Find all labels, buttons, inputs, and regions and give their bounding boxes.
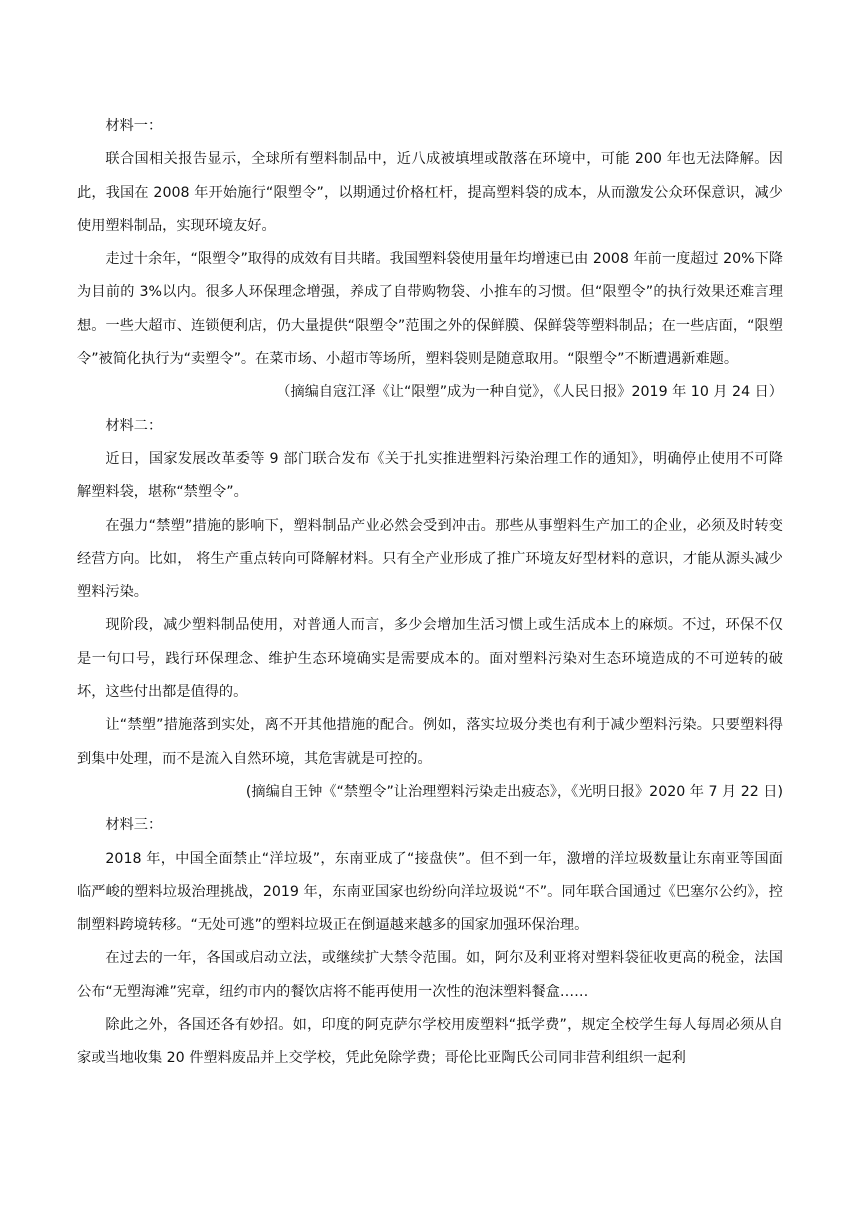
material-1-source: （摘编自寇江泽《让“限塑”成为一种自觉》，《人民日报》2019 年 10 月 24 日） [276, 384, 783, 401]
material-2-paragraph-1: 近日，国家发展改革委等 9 部门联合发布《关于扎实推进塑料污染治理工作的通知》，明确停止使用不可降解塑料袋，堪称“禁塑令”。 [77, 450, 783, 501]
material-3-paragraph-2: 在过去的一年，各国或启动立法，或继续扩大禁令范围。如，阿尔及利亚将对塑料袋征收更高的税金，法国公布“无塑海滩”宪章，纽约市内的餐饮店将不能再使用一次性的泡沫塑料餐盒…… [77, 950, 783, 1000]
material-3-paragraph-3: 除此之外，各国还各有妙招。如，印度的阿克萨尔学校用废塑料“抵学费”，规定全校学生每人每周必须从自家或当地收集 20 件塑料废品并上交学校，凭此免除学费；哥伦比亚陶氏公司同非营利组织一起利 [77, 1017, 783, 1067]
material-2-heading: 材料二： [105, 417, 163, 434]
material-2-paragraph-3: 现阶段，减少塑料制品使用，对普通人而言，多少会增加生活习惯上或生活成本上的麻烦。不过，环保不仅是一句口号，践行环保理念、维护生态环境确实是需要成本的。面对塑料污染对生态环境造成的不可逆转的破坏，这些付出都是值得的。 [77, 617, 783, 701]
material-3-paragraph-1: 2018 年，中国全面禁止“洋垃圾”，东南亚成了“接盘侠”。但不到一年，激增的洋垃圾数量让东南亚等国面临严峻的塑料垃圾治理挑战，2019 年，东南亚国家也纷纷向洋垃圾说“不”。同年联合国通过《巴塞尔公约》，控制塑料跨境转移。“无处可逃”的塑料垃圾正在倒逼越来越多的国家加强环保治理。 [77, 850, 783, 934]
document-page [77, 110, 783, 1076]
material-3-heading: 材料三： [105, 817, 163, 834]
material-1-heading: 材料一： [105, 118, 163, 134]
material-1-paragraph-1: 联合国相关报告显示，全球所有塑料制品中，近八成被填埋或散落在环境中，可能 200 年也无法降解。因此，我国在 2008 年开始施行“限塑令”，以期通过价格杠杆，提高塑料袋的成本，从而激发公众环保意识，减少使用塑料制品，实现环境友好。 [77, 151, 783, 234]
material-2-paragraph-2: 在强力“禁塑”措施的影响下，塑料制品产业必然会受到冲击。那些从事塑料生产加工的企业，必须及时转变经营方向。比如， 将生产重点转向可降解材料。只有全产业形成了推广环境友好型材料的意识，才能从源头减少塑料污染。 [77, 517, 783, 601]
material-1-paragraph-2: 走过十余年，“限塑令”取得的成效有目共睹。我国塑料袋使用量年均增速已由 2008 年前一度超过 20%下降为目前的 3%以内。很多人环保理念增强，养成了自带购物袋、小推车的习惯。但“限塑令”的执行效果还难言理想。一些大超市、连锁便利店，仍大量提供“限塑令”范围之外的保鲜膜、保鲜袋等塑料制品；在一些店面，“限塑令”被简化执行为“卖塑令”。在菜市场、小超市等场所，塑料袋则是随意取用。“限塑令”不断遭遇新难题。 [77, 251, 783, 368]
material-2-paragraph-4: 让“禁塑”措施落到实处，离不开其他措施的配合。例如，落实垃圾分类也有利于减少塑料污染。只要塑料得到集中处理，而不是流入自然环境，其危害就是可控的。 [77, 717, 783, 767]
material-2-source: (摘编自王钟《“禁塑令”让治理塑料污染走出疲态》，《光明日报》2020 年 7 月 22 日) [245, 783, 783, 800]
